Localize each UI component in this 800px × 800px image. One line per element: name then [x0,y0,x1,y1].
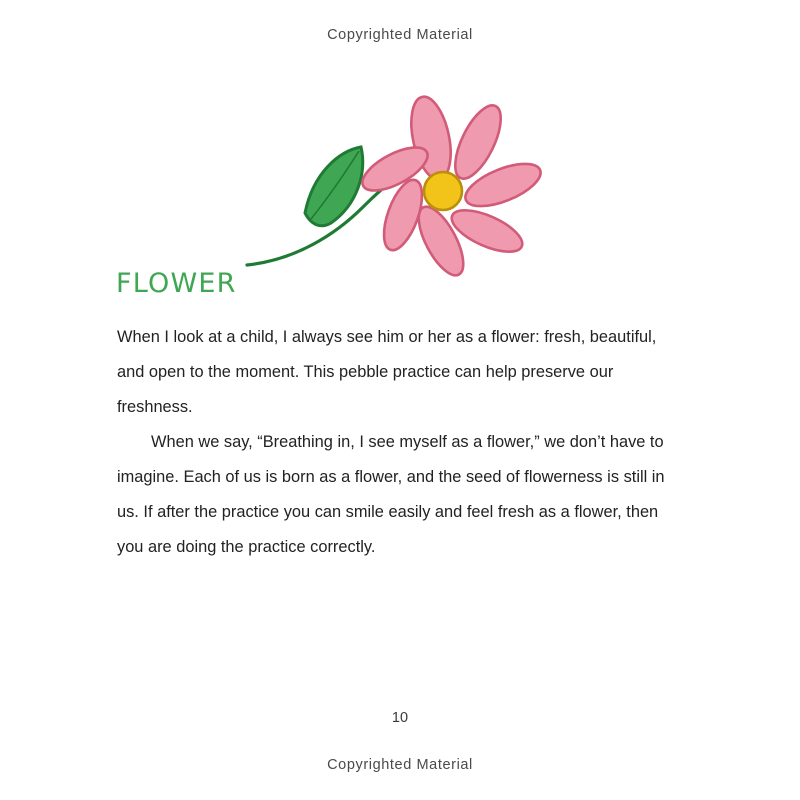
paragraph-2: When we say, “Breathing in, I see myself as a flower,” we don’t have to imagine. Each of us is born as a flower, and the seed of flowerness is still in us. If after the practice you can smile easily and feel fresh as a flower, then you are doing the practice correctly. [117,433,665,556]
flower-center-icon [424,172,462,210]
page-number: 10 [391,710,409,726]
body-text [117,320,679,565]
paragraph-1: When I look at a child, I always see him or her as a flower: fresh, beautiful, and open to the moment. This pebble practice can help preserve our freshness. [117,328,657,416]
chapter-title: FLOWER [116,268,237,300]
flower-illustration [235,95,545,285]
copyright-watermark-bottom: Copyrighted Material [327,757,473,773]
copyright-watermark-top: Copyrighted Material [327,27,473,43]
